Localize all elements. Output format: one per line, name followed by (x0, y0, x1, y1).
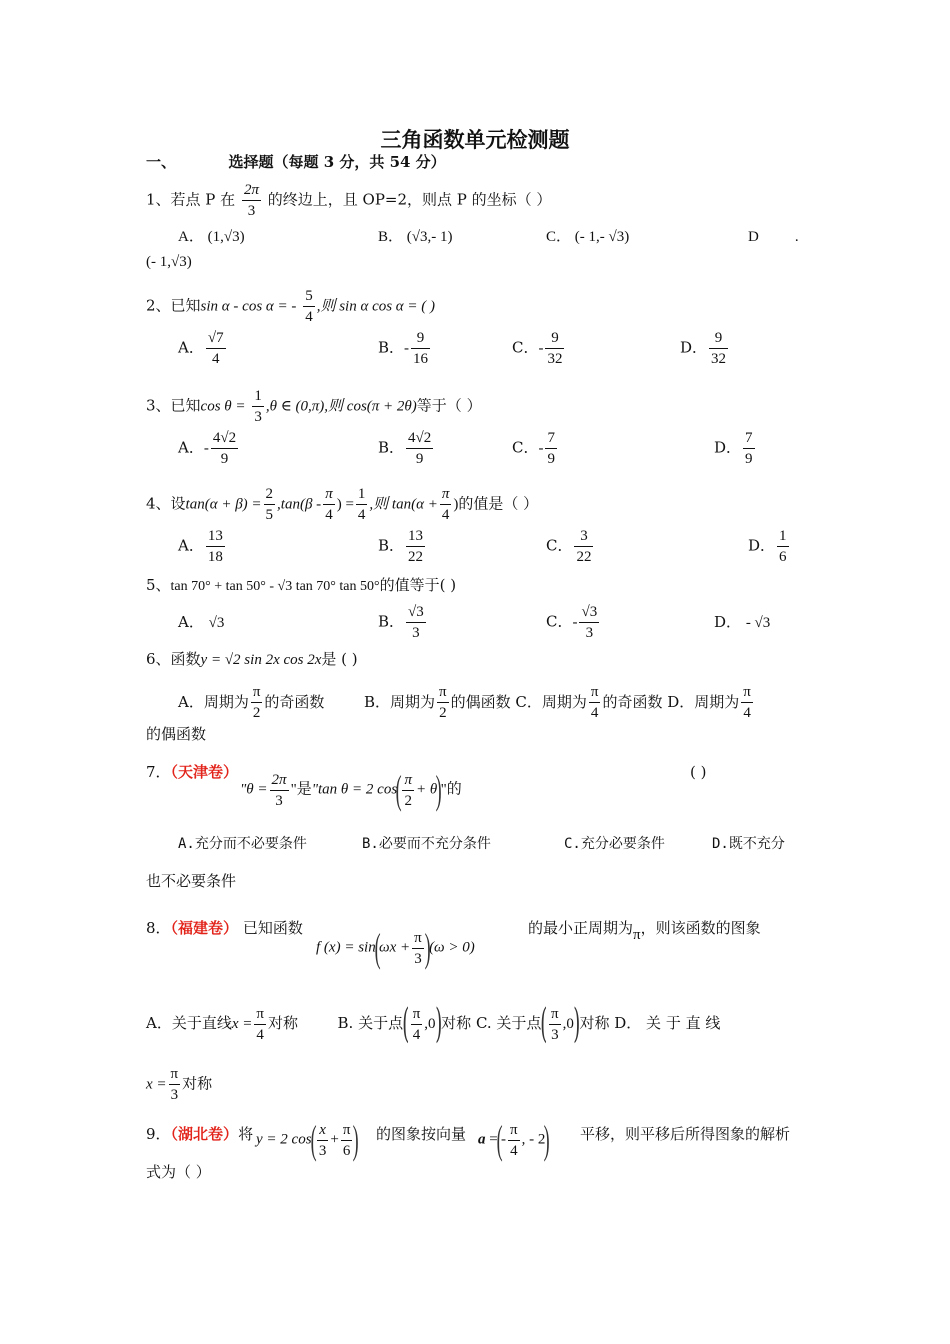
question-4: 4、设tan(α + β) = $\frac{2}{5}$ ,tan(β - $\frac{\pi}{4}$ ) = $\frac{1}{4}$ ,则 tan(α + $\frac{\pi}{4}$ )的值是（ ） (146, 486, 539, 523)
q9-stem-mid: 的图象按向量 (376, 1125, 467, 1143)
page-title: 三角函数单元检测题 (380, 127, 570, 152)
q3-option-d: D． $\frac{7}{9}$ (714, 430, 753, 467)
question-1 (146, 180, 551, 221)
q4-option-b: B． $\frac{13}{22}$ (378, 528, 424, 565)
q2-option-c: C．- $\frac{9}{32}$ (512, 330, 563, 367)
q7-option-c: C.充分必要条件 (564, 836, 665, 852)
q2-option-d: D． $\frac{9}{32}$ (680, 330, 727, 367)
q1-stem-pre: 1、若点 P 在 (146, 190, 236, 209)
q6-option-a: A．周期为 $\frac{\pi}{2}$ 的奇函数 (178, 684, 325, 721)
q8-stem-post: 的最小正周期为π，则该函数的图象 (528, 919, 761, 943)
q6-option-d: D．周期为 $\frac{\pi}{4}$ (667, 684, 751, 721)
q8-option-b: B. 关于点( $\frac{\pi}{4}$ ,0)对称 (337, 1001, 472, 1047)
q6-option-b: B．周期为 $\frac{\pi}{2}$ 的偶函数 (364, 684, 511, 721)
q7-option-d-wrap: 也不必要条件 (146, 872, 237, 890)
q7-option-a: A.充分而不必要条件 (178, 836, 307, 852)
q8-option-c: C. 关于点( $\frac{\pi}{3}$ ,0)对称 (475, 1001, 610, 1047)
q4-option-d: D． $\frac{1}{6}$ (748, 528, 787, 565)
q5-option-a: A． √3 (178, 613, 225, 631)
q1-option-a: A． (1,√3) (178, 229, 245, 245)
q6-option-c: C．周期为 $\frac{\pi}{4}$ 的奇函数 (515, 684, 663, 721)
question-9: 9．（湖北卷）将 (146, 1125, 254, 1143)
q9-source: （湖北卷） (170, 1125, 239, 1143)
q1-fraction: $\frac{2\pi}{3}$ (243, 182, 259, 219)
q5-option-c: C．- $\frac{√3}{3}$ (546, 604, 598, 641)
q1-stem-post: 的终边上，且 OP=2，则点 P 的坐标（ ） (267, 190, 552, 209)
q9-expression: y = 2 cos( $\frac{x}{3}$ + $\frac{\pi}{6}$ ) (256, 1117, 360, 1162)
q7-option-d: D.既不充分 (712, 836, 785, 852)
q9-stem-wrap: 式为（ ） (146, 1163, 211, 1181)
q2-option-a: A． $\frac{√7}{4}$ (178, 330, 224, 367)
q8-options (146, 1000, 720, 1048)
q3-option-a: A．- $\frac{4√2}{9}$ (178, 430, 237, 467)
question-8: 8．（福建卷） 已知函数 (146, 919, 303, 937)
q6-options (178, 682, 755, 723)
q7-answer-blank: ( ) (690, 763, 707, 781)
q2-option-b: B．- $\frac{9}{16}$ (378, 330, 429, 367)
q3-option-b: B． $\frac{4√2}{9}$ (378, 430, 432, 467)
question-2: 2、已知sin α - cos α = - $\frac{5}{4}$ ,则 sin α cos α = ( ) (146, 288, 436, 325)
q7-expression: "θ = $\frac{2\pi}{3}$ "是"tan θ = 2 cos( $\frac{\pi}{2}$ + θ)"的 (240, 767, 462, 812)
q8-source: （福建卷） (170, 919, 239, 937)
q7-source: （天津卷） (170, 763, 239, 781)
section-label: 选择题（每题 3 分，共 54 分） (228, 153, 446, 171)
q3-option-c: C．- $\frac{7}{9}$ (512, 430, 555, 467)
q8-option-a: A．关于直线x = $\frac{\pi}{4}$ 对称 (146, 1005, 298, 1043)
q9-stem-post: 平移，则平移后所得图象的解析 (580, 1125, 791, 1143)
q5-option-b: B． $\frac{√3}{3}$ (378, 604, 424, 641)
section-number: 一、 (146, 153, 177, 171)
q5-option-d: D． - √3 (714, 613, 771, 631)
question-5: 5、tan 70° + tan 50° - √3 tan 70° tan 50°的值等于( ) (146, 576, 457, 594)
q1-option-d-value: (- 1,√3) (146, 254, 192, 270)
section-heading (146, 152, 446, 172)
question-7: 7．（天津卷） (146, 763, 239, 781)
q4-option-a: A． $\frac{13}{18}$ (178, 528, 223, 565)
q9-vector: a =(- $\frac{\pi}{4}$ , - 2) (478, 1117, 551, 1162)
q6-option-d-wrap: 的偶函数 (146, 725, 207, 743)
q7-option-b: B.必要而不充分条件 (362, 836, 491, 852)
q8-option-d-wrap: x = $\frac{\pi}{3}$ 对称 (146, 1066, 213, 1103)
q4-option-c: C． $\frac{3}{22}$ (546, 528, 592, 565)
question-6: 6、函数y = √2 sin 2x cos 2x是 ( ) (146, 650, 358, 668)
q8-option-d: D． 关 于 直 线 (614, 1014, 721, 1032)
q1-option-b: B． (√3,- 1) (378, 229, 453, 245)
question-3: 3、已知cos θ = $\frac{1}{3}$ ,θ ∈ (0,π),则 cos(π + 2θ)等于（ ） (146, 388, 482, 425)
q8-expression: f (x) = sin(ωx + $\frac{\pi}{3}$ )(ω > 0) (316, 925, 475, 970)
q1-option-c: C． (- 1,- √3) (546, 229, 630, 245)
q1-option-d: D . (748, 229, 799, 245)
